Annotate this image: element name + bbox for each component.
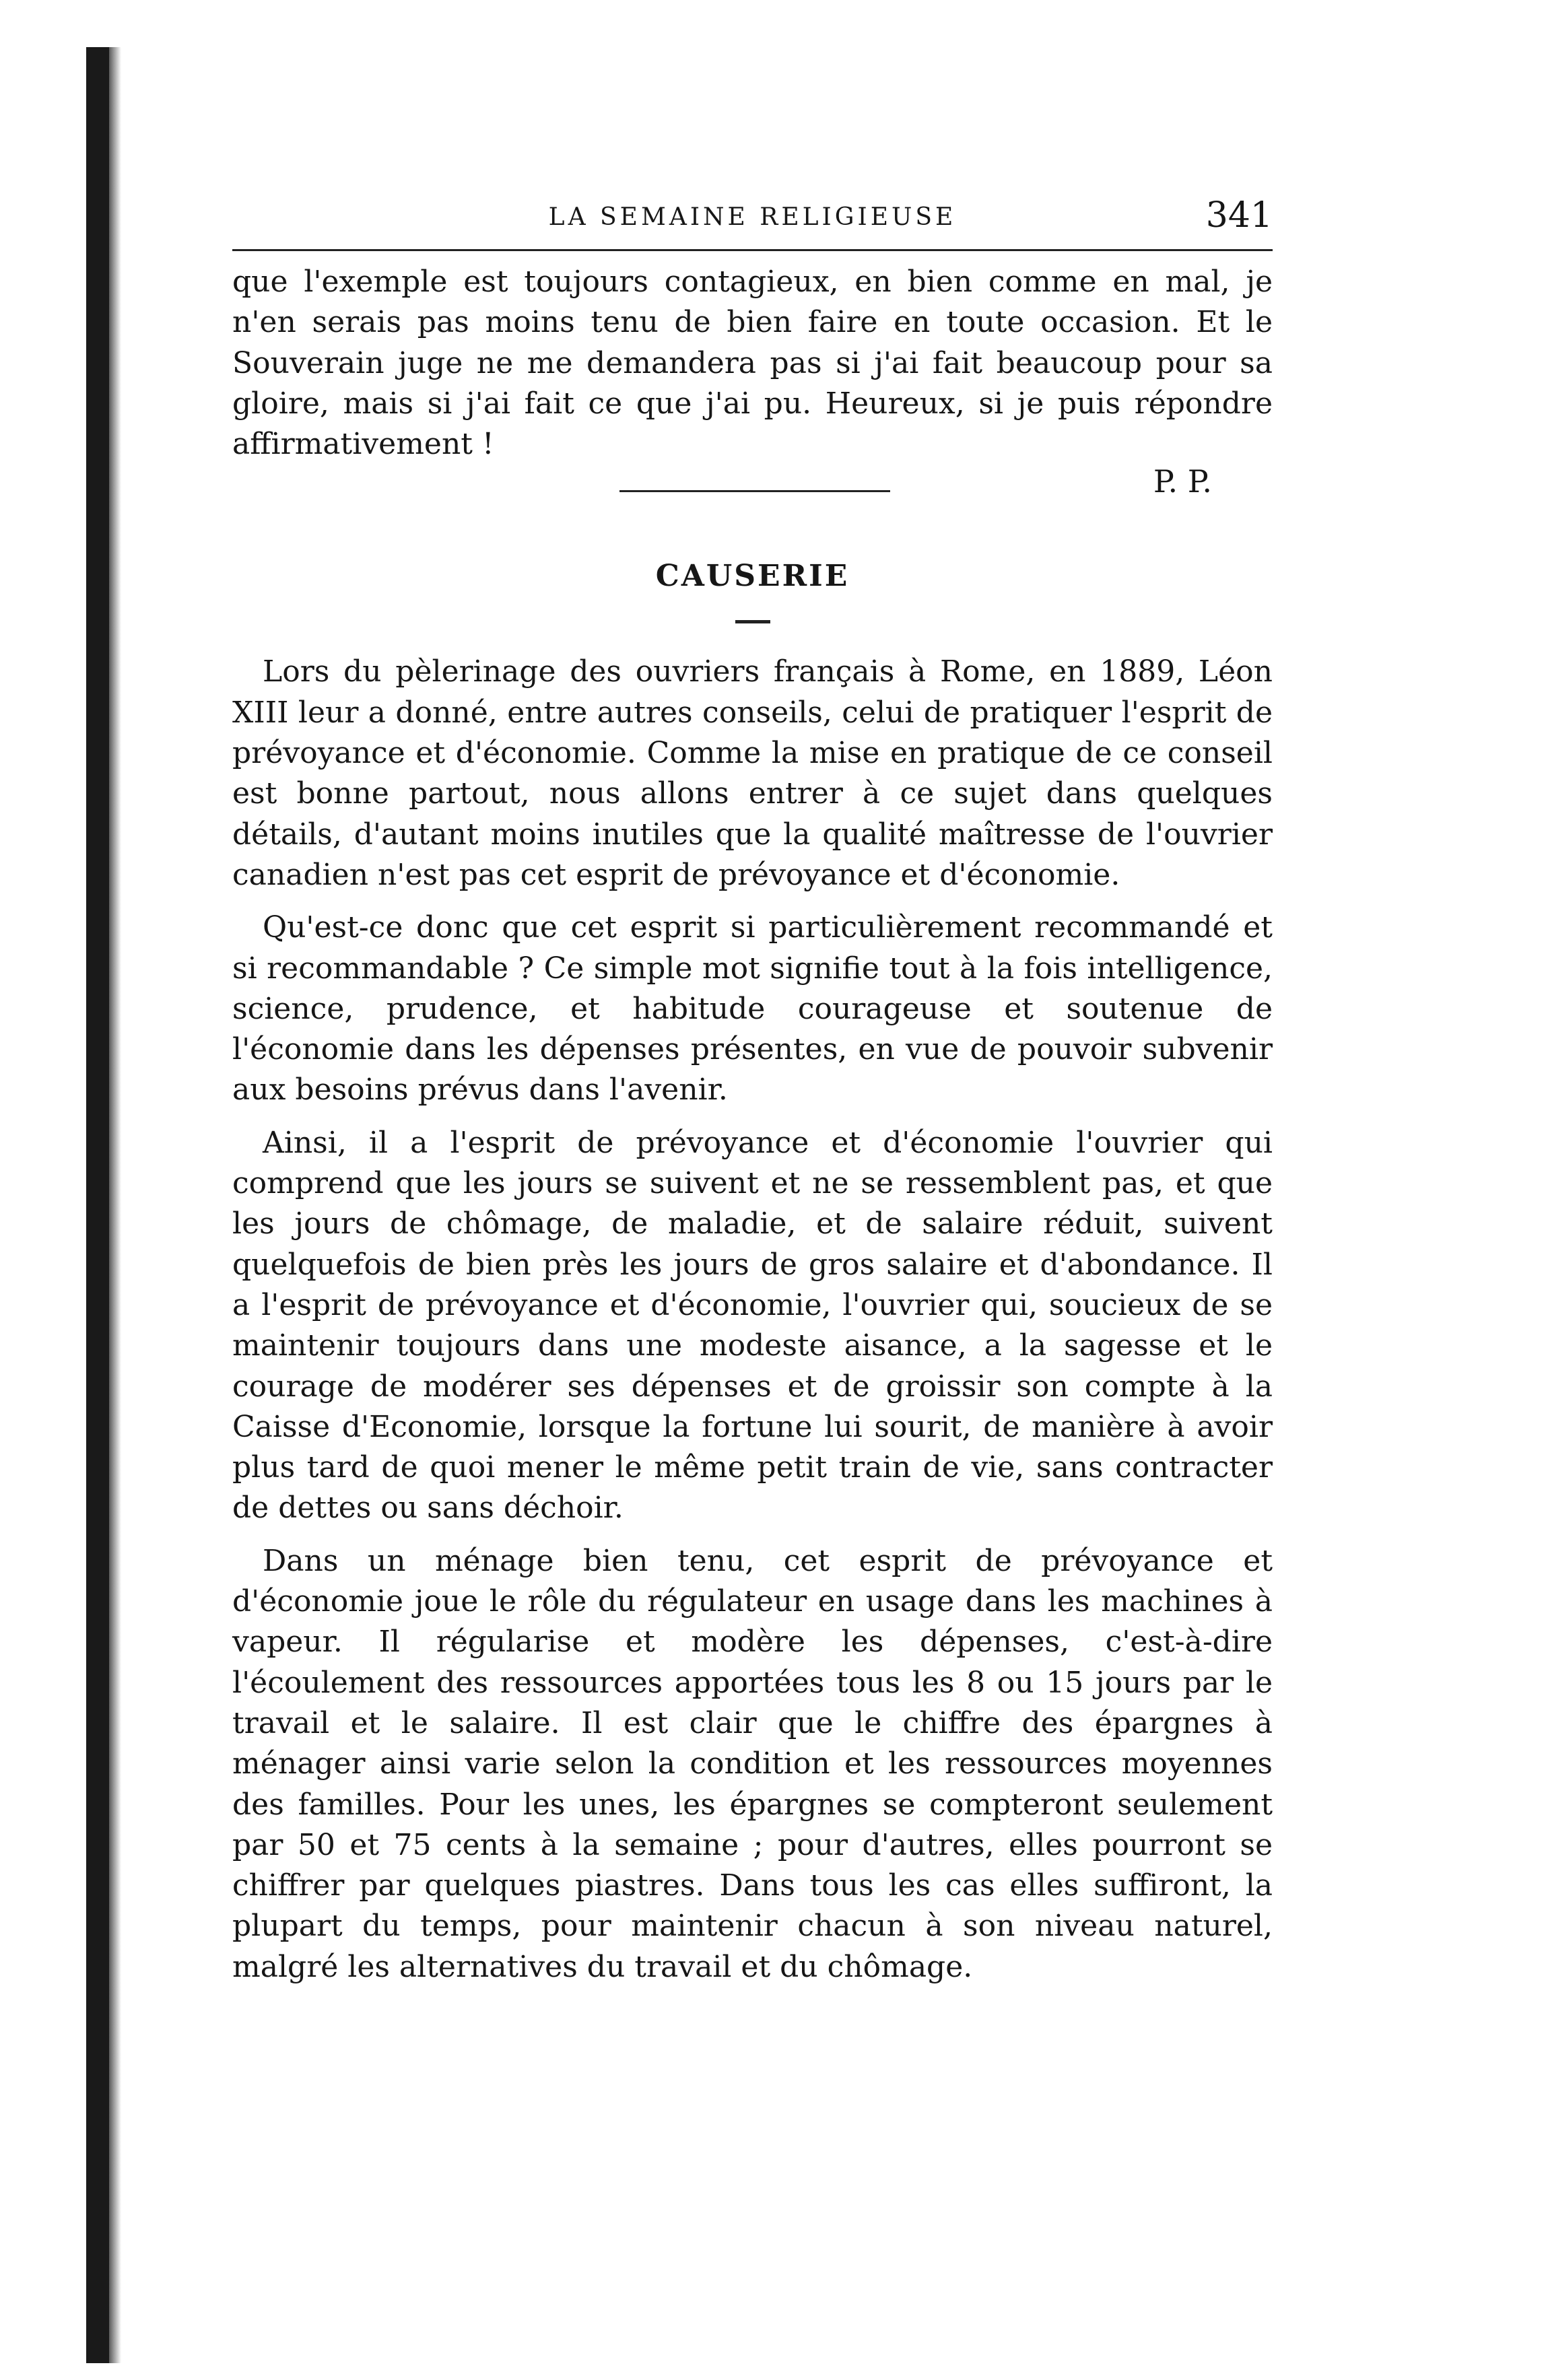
- scan-binding-shadow: [109, 47, 121, 2363]
- signature-block: [232, 465, 1273, 505]
- author-signature: P. P.: [1153, 463, 1212, 500]
- header-rule: [232, 249, 1273, 251]
- scan-binding-edge: [86, 47, 109, 2363]
- opening-paragraph: que l'exemple est toujours contagieux, en bien comme en mal, je n'en serais pas moins tenu de bien faire en toute occasion. Et le Souverain juge ne me demandera pas si j'ai fait beaucoup pour sa gloire, mais si j'ai fait ce que j'ai pu. Heureux, si je puis répondre affirmativement !: [232, 265, 1273, 462]
- running-head: [232, 195, 1273, 249]
- running-title: LA SEMAINE RELIGIEUSE: [548, 203, 957, 231]
- body-paragraph: Qu'est-ce donc que cet esprit si particulièrement recommandé et si recommandable ? Ce simple mot signifie tout à la fois intelligence, science, prudence, et habitude courageuse et soutenue de l'économie dans les dépenses présentes, en vue de pouvoir subvenir aux besoins prévus dans l'avenir.: [232, 910, 1273, 1108]
- section-title: CAUSERIE: [655, 559, 850, 594]
- title-dash: [735, 620, 770, 623]
- body-paragraph: Dans un ménage bien tenu, cet esprit de prévoyance et d'économie joue le rôle du régulateur en usage dans les machines à vapeur. Il régularise et modère les dépenses, c'est-à-dire l'écoulement des ressources apportées tous les 8 ou 15 jours par le travail et le salaire. Il est clair que le chiffre des épargnes à ménager ainsi varie selon la condition et les ressources moyennes des familles. Pour les unes, les épargnes se compteront seulement par 50 et 75 cents à la semaine ; pour d'autres, elles pourront se chiffrer par quelques piastres. Dans tous les cas elles suffiront, la plupart du temps, pour maintenir chacun à son niveau naturel, malgré les alternatives du travail et du chômage.: [232, 1543, 1273, 1984]
- body-paragraph: Lors du pèlerinage des ouvriers français à Rome, en 1889, Léon XIII leur a donné, entre autres conseils, celui de pratiquer l'esprit de prévoyance et d'économie. Comme la mise en pratique de ce conseil est bonne partout, nous allons entrer à ce sujet dans quelques détails, d'autant moins inutiles que la qualité maîtresse de l'ouvrier canadien n'est pas cet esprit de prévoyance et d'économie.: [232, 654, 1273, 892]
- page-number: 341: [1205, 195, 1273, 236]
- body-paragraph: Ainsi, il a l'esprit de prévoyance et d'économie l'ouvrier qui comprend que les jours se suivent et ne se ressemblent pas, et que les jours de chômage, de maladie, et de salaire réduit, suivent quelquefois de bien près les jours de gros salaire et d'abondance. Il a l'esprit de prévoyance et d'économie, l'ouvrier qui, soucieux de se maintenir toujours dans une modeste aisance, a la sagesse et le courage de modérer ses dépenses et de groissir son compte à la Caisse d'Economie, lorsque la fortune lui sourit, de manière à avoir plus tard de quoi mener le même petit train de vie, sans contracter de dettes ou sans déchoir.: [232, 1125, 1273, 1526]
- book-page: [232, 195, 1273, 1987]
- separator-rule: [619, 490, 890, 492]
